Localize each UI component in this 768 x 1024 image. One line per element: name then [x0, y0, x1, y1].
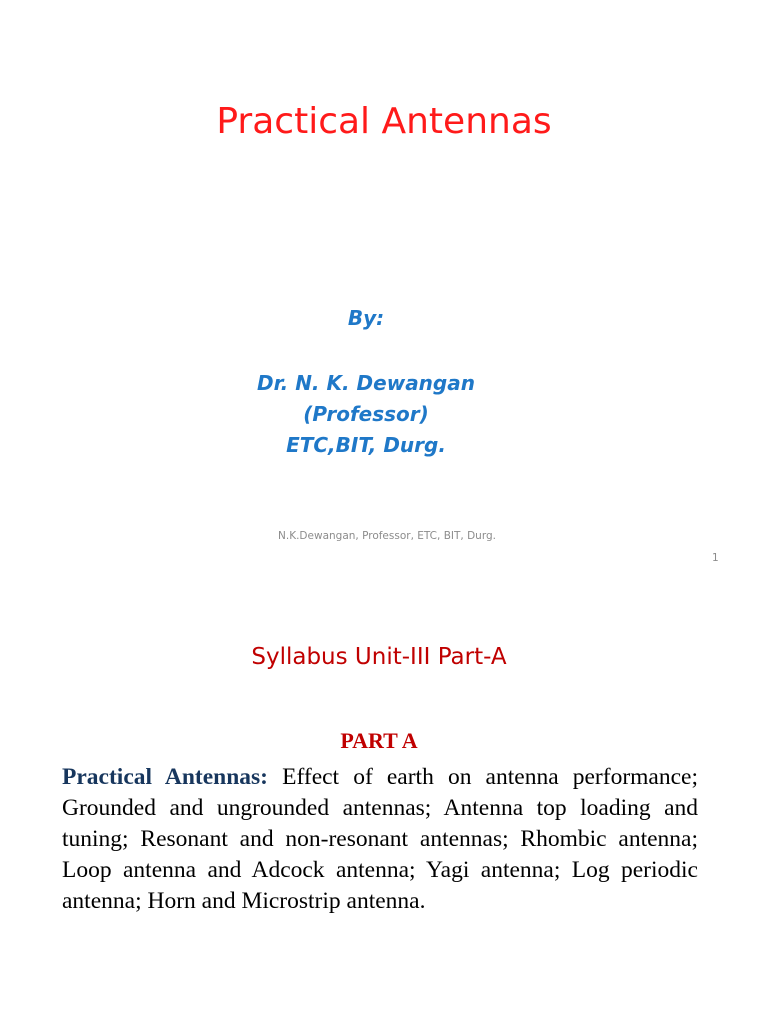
body-text: Effect of earth on antenna performance; Grounded and ungrounded antennas; Antenna top loading and tuning; Resonant and non-resonant antennas; Rhombic antenna; Loop antenna and Adcock antenna; Yagi antenna; Log periodic antenna; Horn and Microstrip antenna. [62, 764, 698, 914]
slide-2 [0, 580, 768, 1024]
author-name: Dr. N. K. Dewangan [257, 371, 475, 395]
page-number: 1 [712, 552, 719, 564]
slide-footer: N.K.Dewangan, Professor, ETC, BIT, Durg. [278, 530, 496, 542]
body-lead: Practical Antennas: [62, 764, 268, 790]
author-block [0, 368, 732, 461]
author-title: (Professor) [303, 402, 429, 426]
part-label: PART A [340, 728, 418, 753]
syllabus-title: Syllabus Unit-III Part-A [251, 644, 507, 670]
by-label: By: [347, 306, 385, 330]
syllabus-body [62, 762, 698, 917]
author-affiliation: ETC,BIT, Durg. [286, 433, 446, 457]
slide-title: Practical Antennas [216, 101, 552, 142]
